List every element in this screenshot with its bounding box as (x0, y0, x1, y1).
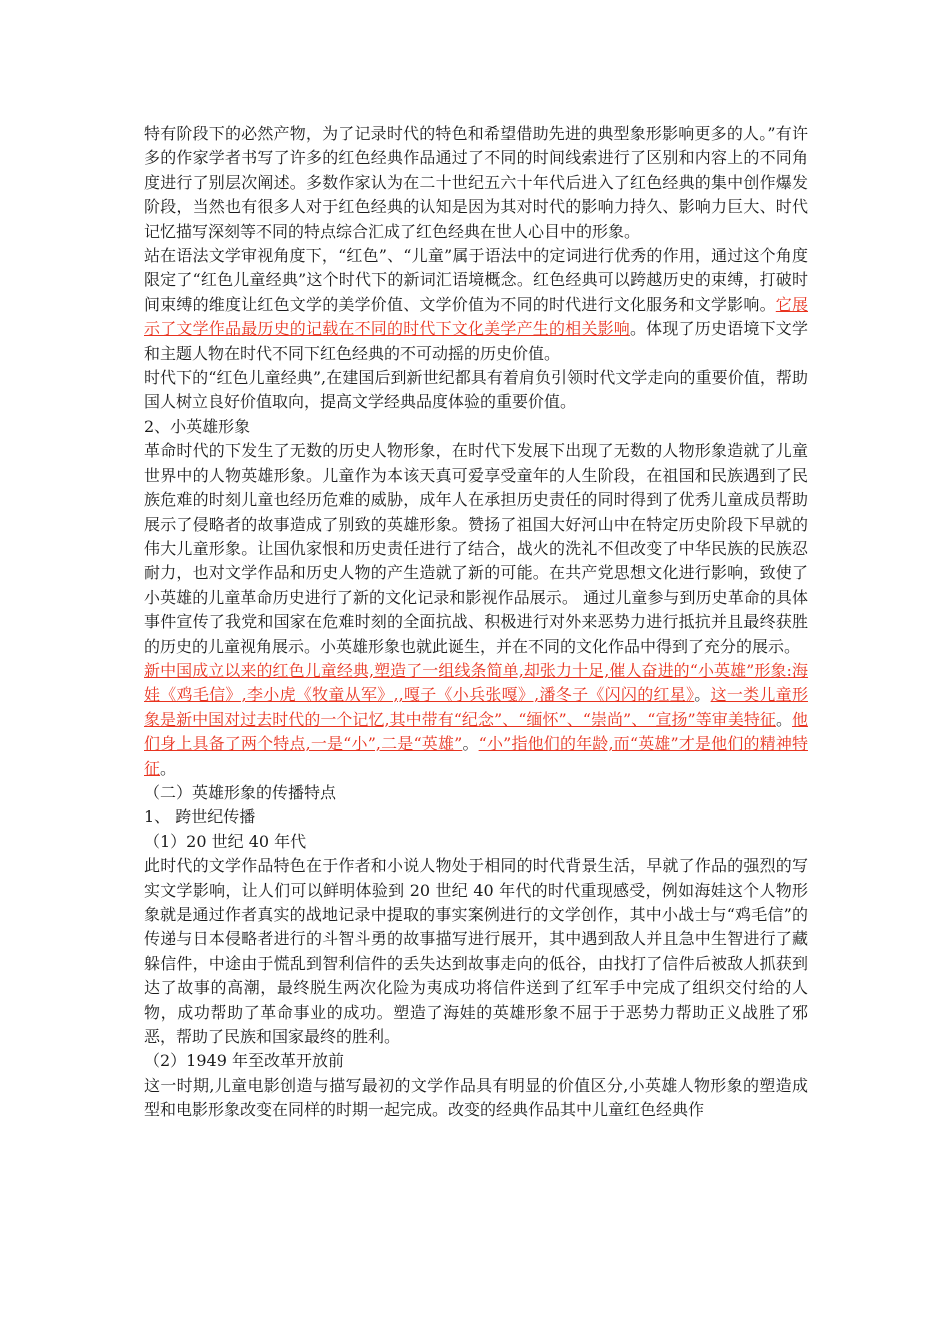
highlighted-text: 这一类儿童形象是新中国对过去时代的一个记忆,其中带有“纪念”、“缅怀”、“崇尚”、“宣扬”等审美特征 (144, 685, 808, 729)
text-span: 此时代的文学作品特色在于作者和小说人物处于相同的时代背景生活，早就了作品的强烈的写实文学影响，让人们可以鲜明体验到 20 世纪 40 年代的时代重现感受，例如海娃这个人物形象就是通过作者真实的战地记录中提取的事实案例进行的文学创作，其中小战士与“鸡毛信”的传递与日本侵略者进行的斗智斗勇的故事描写进行展开，其中遇到敌人并且急中生智进行了藏躲信件，中途由于慌乱到智利信件的丢失达到故事走向的低谷，由找打了信件后被敌人抓获到达了故事的高潮，最终脱生两次化险为夷成功将信件送到了红军手中完成了组织交付给的人物，成功帮助了革命事业的成功。塑造了海娃的英雄形象不屈于于恶势力帮助正义战胜了邪恶，帮助了民族和国家最终的胜利。 (144, 856, 808, 1047)
highlighted-text: 他们身上具备了两个特点,一是“小”,二是“英雄” (144, 709, 808, 754)
text-span: （2）1949 年至改革开放前 (144, 1051, 344, 1071)
paragraph-new-china-classics (144, 659, 808, 781)
text-span: 。 (775, 709, 792, 729)
text-span: 这一时期,儿童电影创造与描写最初的文学作品具有明显的价值区分,小英雄人物形象的塑造成型和电影形象改变在同样的时期一起完成。改变的经典作品其中儿童红色经典作 (144, 1075, 808, 1120)
text-span: 。 (160, 758, 177, 778)
text-span: 站在语法文学审视角度下，“红色”、“儿童”属于语法中的定词进行优秀的作用，通过这个角度限定了“红色儿童经典”这个时代下的新词汇语境概念。红色经典可以跨越历史的束缚，打破时间束缚的维度让红色文学的美学价值、文学价值为不同的时代进行文化服务和文学影响。 (144, 246, 808, 314)
highlighted-text: 新中国成立以来的红色儿童经典,塑造了一组线条简单,却张力十足,催人奋进的“小英雄”形象:海娃《鸡毛信》,李小虎《牧童从军》,,嘎子《小兵张嘎》,潘冬子《闪闪的红星》 (144, 660, 808, 705)
text-span: 。 (694, 685, 711, 705)
section-heading (144, 781, 808, 805)
text-span: 特有阶段下的必然产物，为了记录时代的特色和希望借助先进的典型象形影响更多的人。”有许多的作家学者书写了许多的红色经典作品通过了不同的时间线索进行了区别和内容上的不同角度进行了别层次阐述。多数作家认为在二十世纪五六十年代后进入了红色经典的集中创作爆发阶段，当然也有很多人对于红色经典的认知是因为其对时代的影响力持久、影响力巨大、时代记忆描写深刻等不同的特点综合汇成了红色经典在世人心目中的形象。 (144, 124, 808, 241)
text-span: （1）20 世纪 40 年代 (144, 831, 307, 851)
highlighted-text: “小”指他们的年龄,而“英雄”才是他们的精神特征 (144, 734, 808, 778)
section-heading (144, 830, 808, 854)
text-span: （二）英雄形象的传播特点 (144, 782, 337, 802)
section-heading (144, 1049, 808, 1073)
text-span: 2、小英雄形象 (144, 416, 251, 436)
paragraph-intro-continued (144, 122, 808, 244)
section-heading (144, 805, 808, 829)
paragraph-1949-body (144, 1074, 808, 1123)
paragraph-1940s-body (144, 854, 808, 1049)
text-span: 。 (462, 734, 479, 754)
section-heading (144, 415, 808, 439)
text-span: 革命时代的下发生了无数的历史人物形象，在时代下发展下出现了无数的人物形象造就了儿童世界中的人物英雄形象。儿童作为本该天真可爱享受童年的人生阶段，在祖国和民族遇到了民族危难的时刻儿童也经历危难的威胁，成年人在承担历史责任的同时得到了优秀儿童成员帮助展示了侵略者的故事造成了别致的英雄形象。赞扬了祖国大好河山中在特定历史阶段下早就的伟大儿童形象。让国仇家恨和历史责任进行了结合，战火的洗礼不但改变了中华民族的民族忍耐力，也对文学作品和历史人物的产生造就了新的可能。在共产党思想文化进行影响，致使了小英雄的儿童革命历史进行了新的文化记录和影视作品展示。 通过儿童参与到历史革命的具体事件宣传了我党和国家在危难时刻的全面抗战、积极进行对外来恶势力进行抵抗并且最终获胜的历史的儿童视角展示。小英雄形象也就此诞生，并在不同的文化作品中得到了充分的展示。 (144, 441, 808, 656)
paragraph-grammar-perspective (144, 244, 808, 366)
text-span: 时代下的“红色儿童经典”,在建国后到新世纪都具有着肩负引领时代文学走向的重要价值，帮助国人树立良好价值取向，提高文学经典品度体验的重要价值。 (144, 368, 808, 412)
text-span: 1、 跨世纪传播 (144, 807, 256, 827)
highlighted-text: 它展示了文学作品最历史的记载在不同的时代下文化美学产生的相关影响 (144, 294, 808, 339)
paragraph-revolution-era (144, 439, 808, 659)
document-page (144, 122, 808, 1123)
text-span: 。体现了历史语境下文学和主题人物在时代不同下红色经典的不可动摇的历史价值。 (144, 319, 808, 363)
paragraph-era-value (144, 366, 808, 415)
